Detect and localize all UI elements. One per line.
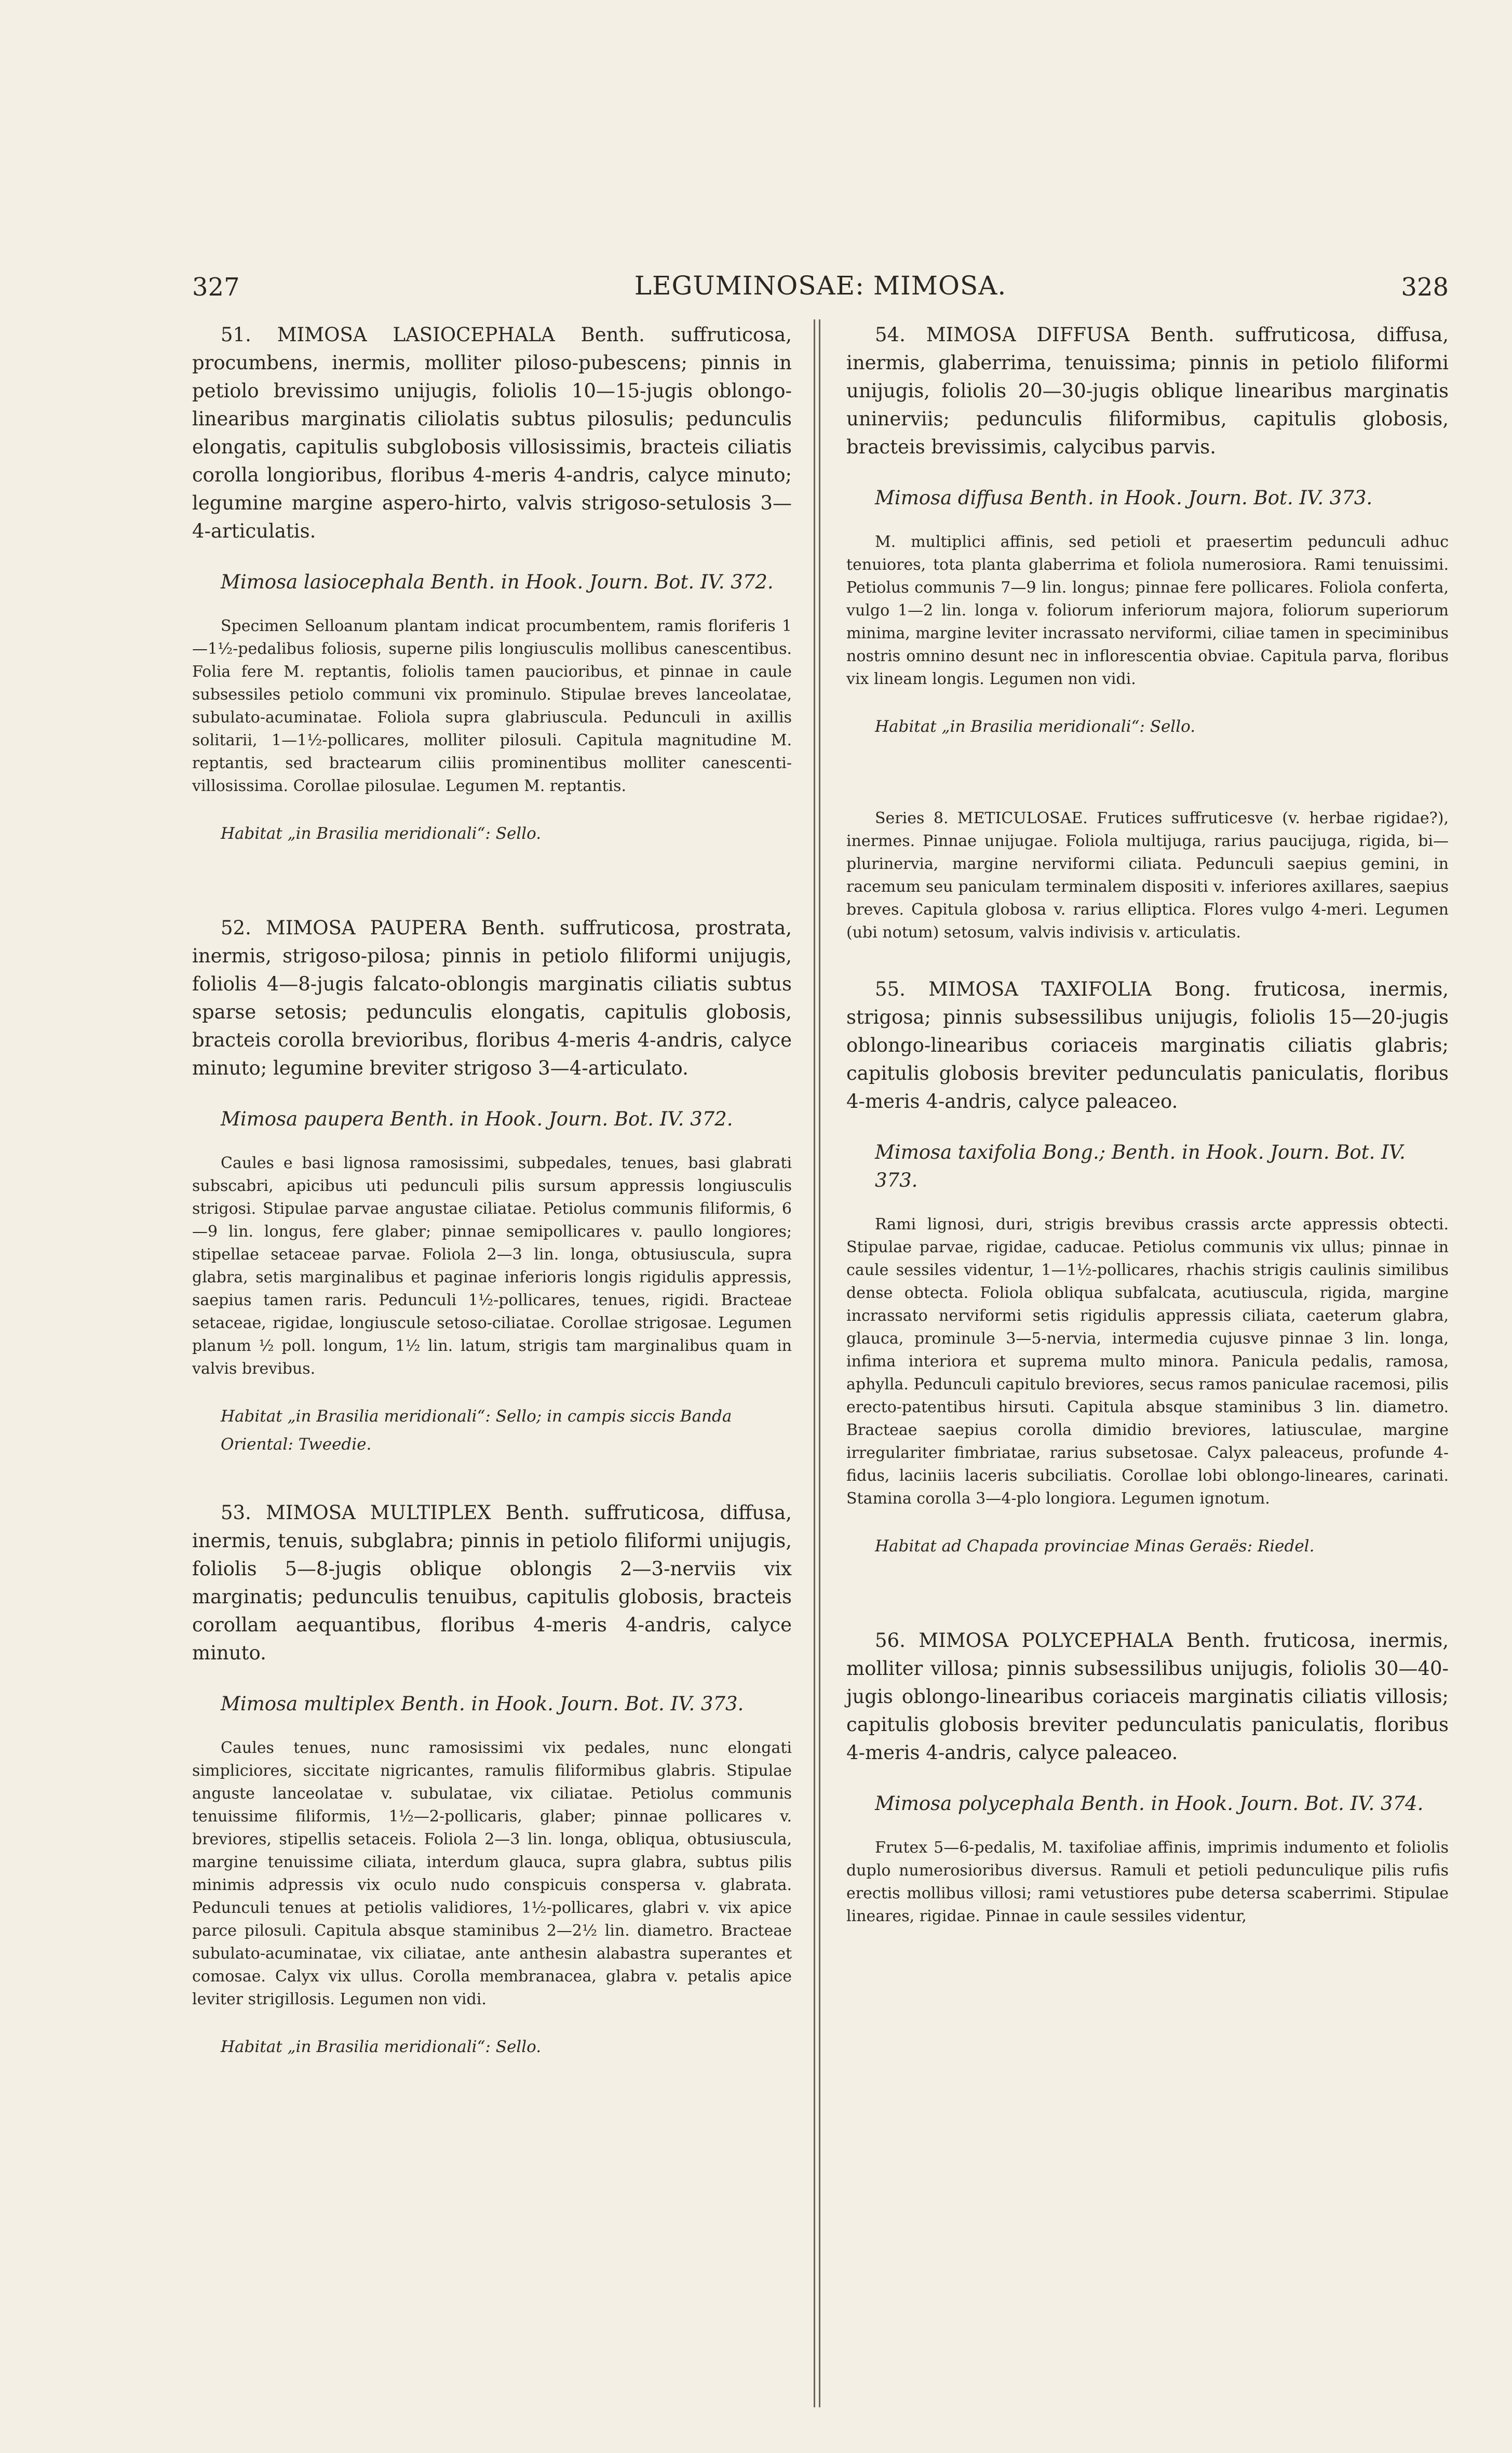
species-diagnosis: 52. MIMOSA PAUPERA Benth. suffruticosa, prostrata, inermis, strigoso-pilosa; pinnis in petiolo filiformi unijugis, foliolis 4—8-jugis falcato-oblongis marginatis ciliatis subtus sparse setosis; pedunculis elongatis, capitulis globosis, bracteis corolla brevioribus, floribus 4-meris 4-andris, calyce minuto; legumine breviter strigoso 3—4-articulato. — [192, 917, 792, 1079]
species-reference: Mimosa lasiocephala Benth. in Hook. Journ. Bot. IV. 372. — [221, 571, 774, 593]
species-diagnosis: 54. MIMOSA DIFFUSA Benth. suffruticosa, diffusa, inermis, glaberrima, tenuissima; pinnis in petiolo filiformi unijugis, foliolis 20—30-jugis oblique linearibus marginatis uninerviis; pedunculis filiformibus, capitulis globosis, bracteis brevissimis, calycibus parvis. — [846, 324, 1449, 458]
species-entry-55 — [846, 975, 1449, 1560]
species-description: Caules e basi lignosa ramosissimi, subpedales, tenues, basi glabrati subscabri, apicibus uti pedunculi pilis sursum appressis longiusculis strigosi. Stipulae parvae angustae ciliatae. Petiolus communis filiformis, 6—9 lin. longus, fere glaber; pinnae semipollicares v. paullo longiores; stipellae setaceae parvae. Foliola 2—3 lin. longa, obtusiuscula, supra glabra, setis marginalibus et paginae inferioris longis rigidulis appressis, saepius tamen raris. Pedunculi 1½-pollicares, tenues, rigidi. Bracteae setaceae, rigidae, longiuscule setoso-ciliatae. Corollae strigosae. Legumen planum ½ poll. longum, 1½ lin. latum, strigis tam marginalibus quam in valvis brevibus. — [192, 1154, 792, 1378]
right-column — [846, 321, 1449, 1937]
species-habitat: Habitat „in Brasilia meridionali“: Sello. — [221, 824, 542, 843]
species-habitat: Habitat „in Brasilia meridionali“: Sello. — [875, 717, 1196, 736]
species-reference: Mimosa taxifolia Bong.; Benth. in Hook. Journ. Bot. IV. 373. — [875, 1141, 1406, 1191]
species-entry-54 — [846, 321, 1449, 741]
species-diagnosis: 55. MIMOSA TAXIFOLIA Bong. fruticosa, inermis, strigosa; pinnis subsessilibus unijugis, foliolis 15—20-jugis oblongo-linearibus coriaceis marginatis ciliatis glabris; capitulis globosis breviter pedunculatis paniculatis, floribus 4-meris 4-andris, calyce paleaceo. — [846, 978, 1449, 1112]
running-title: LEGUMINOSAE: MIMOSA. — [634, 271, 1007, 301]
page-number-left: 327 — [192, 273, 240, 302]
species-description: Rami lignosi, duri, strigis brevibus crassis arcte appressis obtecti. Stipulae parvae, rigidae, caducae. Petiolus communis vix ullus; pinnae in caule sessiles videntur, 1—1½-pollicares, rhachis strigis caulinis similibus dense obtecta. Foliola obliqua subfalcata, acutiuscula, rigida, margine incrassato nerviformi setis rigidulis appressis ciliata, caeterum glabra, glauca, prominule 3—5-nervia, intermedia cujusve pinnae 3 lin. longa, infima interiora et suprema multo minora. Panicula pedalis, ramosa, aphylla. Pedunculi capitulo breviores, secus ramos paniculae racemosi, pilis erecto-patentibus hirsuti. Capitula absque staminibus 3 lin. diametro. Bracteae saepius corolla dimidio breviores, latiusculae, margine irregulariter fimbriatae, rarius subsetosae. Calyx paleaceus, profunde 4-fidus, laciniis laceris subciliatis. Corollae lobi oblongo-lineares, carinati. Stamina corolla 3—4-plo longiora. Legumen ignotum. — [846, 1215, 1449, 1508]
species-description: Specimen Selloanum plantam indicat procumbentem, ramis floriferis 1—1½-pedalibus foliosis, superne pilis longiusculis mollibus canescentibus. Folia fere M. reptantis, foliolis tamen paucioribus, et pinnae in caule subsessiles petiolo communi vix prominulo. Stipulae breves lanceolatae, subulato-acuminatae. Foliola supra glabriuscula. Pedunculi in axillis solitarii, 1—1½-pollicares, molliter pilosuli. Capitula magnitudine M. reptantis, sed bractearum ciliis prominentibus molliter canescenti-villosissima. Corollae pilosulae. Legumen M. reptantis. — [192, 617, 792, 795]
species-entry-56 — [846, 1627, 1449, 1928]
species-description: Frutex 5—6-pedalis, M. taxifoliae affinis, imprimis indumento et foliolis duplo numerosioribus diversus. Ramuli et petioli pedunculique pilis rufis erectis mollibus villosi; rami vetustiores pube detersa scaberrimi. Stipulae lineares, rigidae. Pinnae in caule sessiles videntur, — [846, 1839, 1449, 1925]
species-description: M. multiplici affinis, sed petioli et praesertim pedunculi adhuc tenuiores, tota planta glaberrima et foliola numerosiora. Rami tenuissimi. Petiolus communis 7—9 lin. longus; pinnae fere pollicares. Foliola conferta, vulgo 1—2 lin. longa v. foliorum inferiorum majora, foliorum superiorum minima, margine leviter incrassato nerviformi, ciliae tamen in speciminibus nostris omnino desunt nec in inflorescentia obviae. Capitula parva, floribus vix lineam longis. Legumen non vidi. — [846, 533, 1449, 688]
species-entry-53 — [192, 1499, 792, 2061]
column-rule — [814, 319, 815, 2407]
species-reference: Mimosa polycephala Benth. in Hook. Journ. Bot. IV. 374. — [875, 1792, 1424, 1815]
species-diagnosis: 51. MIMOSA LASIOCEPHALA Benth. suffruticosa, procumbens, inermis, molliter piloso-pubescens; pinnis in petiolo brevissimo unijugis, foliolis 10—15-jugis oblongo-linearibus marginatis ciliolatis subtus pilosulis; pedunculis elongatis, capitulis subglobosis villosissimis, bracteis ciliatis corolla longioribus, floribus 4-meris 4-andris, calyce minuto; legumine margine aspero-hirto, valvis strigoso-setulosis 3—4-articulatis. — [192, 324, 792, 542]
page-number-right: 328 — [1401, 273, 1449, 302]
species-habitat: Habitat ad Chapada provinciae Minas Geraës: Riedel. — [875, 1537, 1315, 1556]
species-habitat: Habitat „in Brasilia meridionali“: Sello; in campis siccis Banda Oriental: Tweedie. — [221, 1407, 732, 1454]
species-reference: Mimosa diffusa Benth. in Hook. Journ. Bot. IV. 373. — [875, 487, 1373, 509]
species-entry-52 — [192, 914, 792, 1458]
species-entry-51 — [192, 321, 792, 848]
species-diagnosis: 53. MIMOSA MULTIPLEX Benth. suffruticosa, diffusa, inermis, tenuis, subglabra; pinnis in petiolo filiformi unijugis, foliolis 5—8-jugis oblique oblongis 2—3-nerviis vix marginatis; pedunculis tenuibus, capitulis globosis, bracteis corollam aequantibus, floribus 4-meris 4-andris, calyce minuto. — [192, 1502, 792, 1664]
left-column — [192, 321, 792, 2070]
running-header — [192, 273, 1449, 309]
column-rule — [819, 319, 820, 2407]
species-habitat: Habitat „in Brasilia meridionali“: Sello. — [221, 2038, 542, 2056]
species-description: Caules tenues, nunc ramosissimi vix pedales, nunc elongati simpliciores, siccitate nigricantes, ramulis filiformibus glabris. Stipulae anguste lanceolatae v. subulatae, vix ciliatae. Petiolus communis tenuissime filiformis, 1½—2-pollicaris, glaber; pinnae pollicares v. breviores, stipellis setaceis. Foliola 2—3 lin. longa, obliqua, obtusiuscula, margine tenuissime ciliata, interdum glauca, supra glabra, subtus pilis minimis adpressis vix oculo nudo conspicuis conspersa v. glabrata. Pedunculi tenues at petiolis validiores, 1½-pollicares, glabri v. vix apice parce pilosuli. Capitula absque staminibus 2—2½ lin. diametro. Bracteae subulato-acuminatae, vix ciliatae, ante anthesin alabastra superantes et comosae. Calyx vix ullus. Corolla membranacea, glabra v. petalis apice leviter strigillosis. Legumen non vidi. — [192, 1739, 792, 2008]
species-reference: Mimosa paupera Benth. in Hook. Journ. Bot. IV. 372. — [221, 1108, 733, 1130]
species-diagnosis: 56. MIMOSA POLYCEPHALA Benth. fruticosa, inermis, molliter villosa; pinnis subsessilibus unijugis, foliolis 30—40-jugis oblongo-linearibus coriaceis marginatis ciliatis villosis; capitulis globosis breviter pedunculatis paniculatis, floribus 4-meris 4-andris, calyce paleaceo. — [846, 1629, 1449, 1764]
species-reference: Mimosa multiplex Benth. in Hook. Journ. Bot. IV. 373. — [221, 1693, 744, 1715]
series-heading: Series 8. METICULOSAE. Frutices suffruticesve (v. herbae rigidae?), inermes. Pinnae unijugae. Foliola multijuga, rarius paucijuga, rigida, bi—plurinervia, margine nerviformi ciliata. Pedunculi saepius gemini, in racemum seu paniculam terminalem dispositi v. inferiores axillares, saepius breves. Capitula globosa v. rarius elliptica. Flores vulgo 4-meri. Legumen (ubi notum) setosum, valvis indivisis v. articulatis. — [846, 809, 1449, 942]
